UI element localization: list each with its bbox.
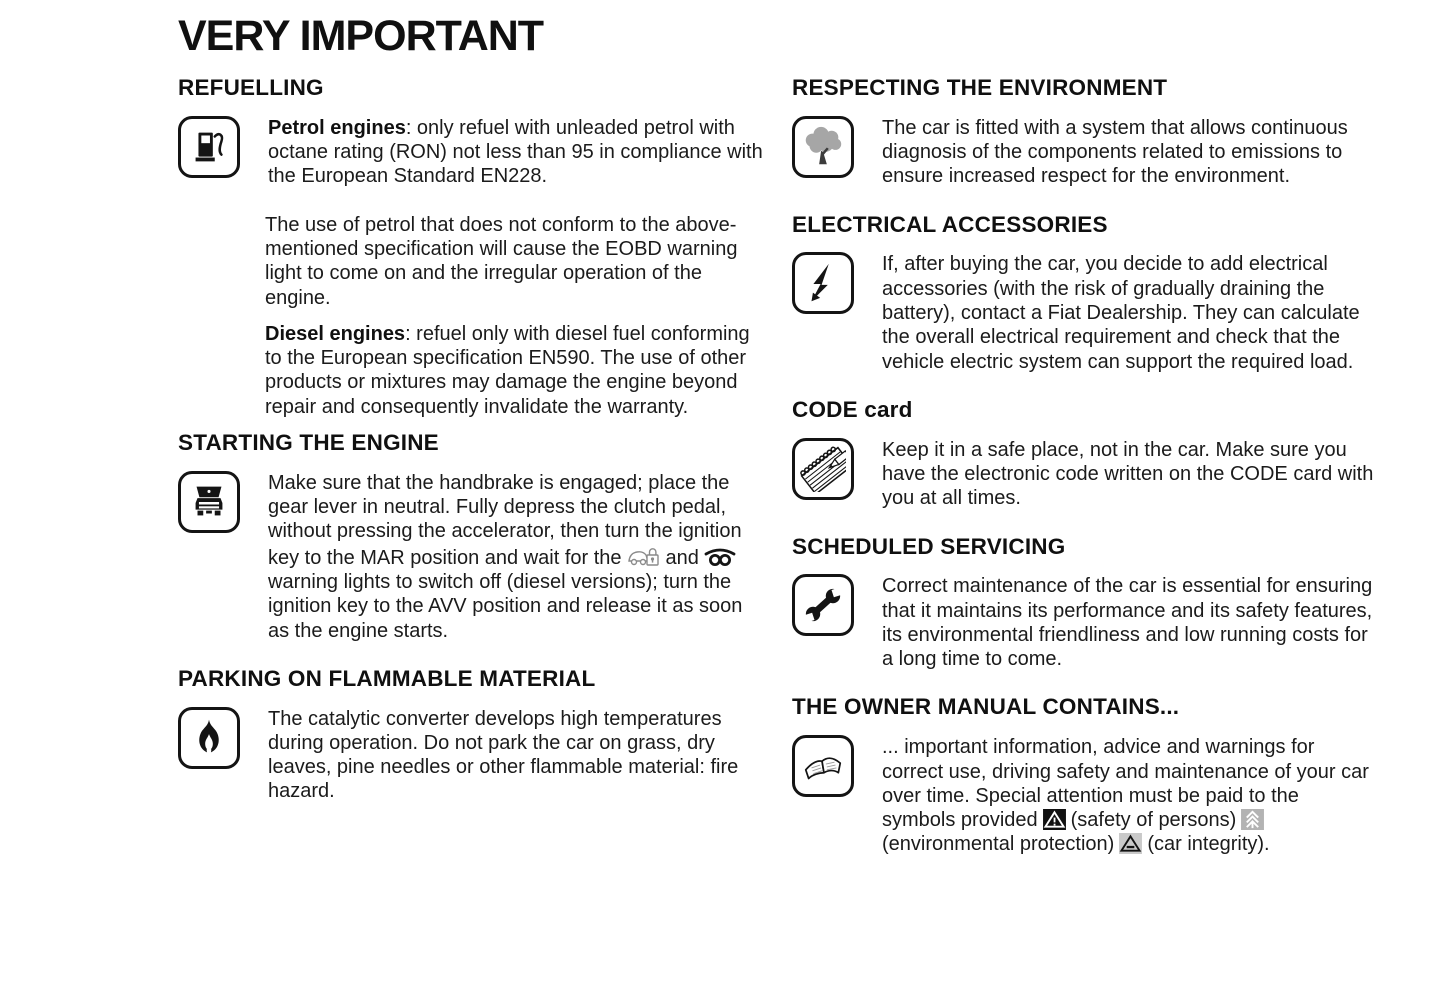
flame-icon bbox=[178, 707, 240, 769]
refuelling-block bbox=[178, 116, 763, 201]
section-refuelling bbox=[178, 76, 763, 419]
section-electrical bbox=[792, 213, 1374, 386]
code-card-notebook-icon bbox=[792, 438, 854, 500]
code-card-paragraph: Keep it in a safe place, not in the car. Make sure you have the electronic code written on the CODE card with you at all times. bbox=[882, 438, 1374, 510]
owner-manual-text-3: (environmental protection) bbox=[882, 833, 1115, 856]
section-parking bbox=[178, 667, 763, 816]
electrical-paragraph: If, after buying the car, you decide to add electrical accessories (with the risk of gradually draining the battery), contact a Fiat Dealership. They can calculate the overall electrical requirement and check that the vehicle electric system can support the required load. bbox=[882, 253, 1360, 373]
petrol-note-paragraph: The use of petrol that does not conform to the above-mentioned specification will cause the EOBD warning light to come on and the irregular operation of the engine. bbox=[265, 213, 738, 309]
code-card-block bbox=[792, 438, 1374, 523]
page-title: VERY IMPORTANT bbox=[178, 12, 544, 60]
servicing-block bbox=[792, 574, 1374, 683]
owner-manual-text-2: (safety of persons) bbox=[1070, 809, 1237, 832]
environment-paragraph: The car is fitted with a system that allows continuous diagnosis of the components related to emissions to ensure increased respect for the environment. bbox=[882, 116, 1348, 188]
starting-text-1: Make sure that the handbrake is engaged; place the gear lever in neutral. Fully depress the clutch pedal, without pressing the accelerator, then turn the ignition key to the MAR position and wait for the bbox=[268, 471, 742, 569]
starting-text-3: warning lights to switch off (diesel versions); turn the ignition key to the AVV position and release it as soon as the engine starts. bbox=[268, 570, 743, 642]
servicing-heading: SCHEDULED SERVICING bbox=[792, 533, 1066, 559]
fiat-code-warning-light-icon bbox=[627, 544, 661, 568]
petrol-paragraph bbox=[268, 116, 763, 189]
parking-paragraph: The catalytic converter develops high temperatures during operation. Do not park the car on grass, dry leaves, pine needles or other flammable material: fire hazard. bbox=[268, 707, 739, 803]
owner-manual-heading: THE OWNER MANUAL CONTAINS... bbox=[792, 694, 1180, 720]
car-front-icon bbox=[178, 471, 240, 533]
glow-plug-warning-light-icon bbox=[704, 547, 736, 568]
code-card-heading: CODE card bbox=[792, 396, 913, 422]
section-code-card bbox=[792, 398, 1374, 523]
diesel-text: : refuel only with diesel fuel conforming to the European specification EN590. The use of other products or mixtures may damage the engine beyond repair and consequently invalidate the warranty. bbox=[265, 322, 750, 418]
right-column bbox=[792, 76, 1374, 881]
starting-text-2: and bbox=[665, 546, 699, 569]
owner-manual-block bbox=[792, 735, 1374, 868]
environmental-protection-symbol bbox=[1241, 809, 1264, 830]
section-servicing bbox=[792, 535, 1374, 684]
section-starting-engine bbox=[178, 431, 763, 655]
owner-manual-paragraph bbox=[882, 735, 1374, 856]
parking-heading: PARKING ON FLAMMABLE MATERIAL bbox=[178, 665, 596, 691]
safety-of-persons-symbol bbox=[1043, 809, 1066, 830]
section-environment bbox=[792, 76, 1374, 201]
fuel-pump-icon bbox=[178, 116, 240, 178]
starting-paragraph bbox=[268, 471, 763, 643]
car-integrity-symbol bbox=[1119, 833, 1142, 854]
servicing-paragraph: Correct maintenance of the car is essential for ensuring that it maintains its performance and its safety features, its environmental friendliness and low running costs for a long time to come. bbox=[882, 575, 1373, 671]
electrical-block bbox=[792, 252, 1374, 385]
starting-heading: STARTING THE ENGINE bbox=[178, 430, 439, 456]
open-book-icon bbox=[792, 735, 854, 797]
diesel-lead: Diesel engines bbox=[265, 322, 406, 345]
parking-block bbox=[178, 707, 763, 816]
owner-manual-text-1: ... important information, advice and warnings for correct use, driving safety and maintenance of your car over time. Special attention must be paid to the symbols provided bbox=[882, 736, 1369, 832]
petrol-lead: Petrol engines bbox=[268, 116, 406, 139]
section-owner-manual bbox=[792, 695, 1374, 868]
diesel-paragraph bbox=[265, 322, 763, 419]
wrench-icon bbox=[792, 574, 854, 636]
refuelling-heading: REFUELLING bbox=[178, 75, 324, 100]
tree-icon bbox=[792, 116, 854, 178]
lightning-bolt-icon bbox=[792, 252, 854, 314]
left-column bbox=[178, 76, 763, 828]
petrol-text: : only refuel with unleaded petrol with octane rating (RON) not less than 95 in compliance with the European Standard EN228. bbox=[268, 116, 763, 188]
environment-block bbox=[792, 116, 1374, 201]
environment-heading: RESPECTING THE ENVIRONMENT bbox=[792, 75, 1168, 100]
electrical-heading: ELECTRICAL ACCESSORIES bbox=[792, 211, 1108, 237]
owner-manual-text-4: (car integrity). bbox=[1147, 833, 1270, 856]
starting-block bbox=[178, 471, 763, 655]
